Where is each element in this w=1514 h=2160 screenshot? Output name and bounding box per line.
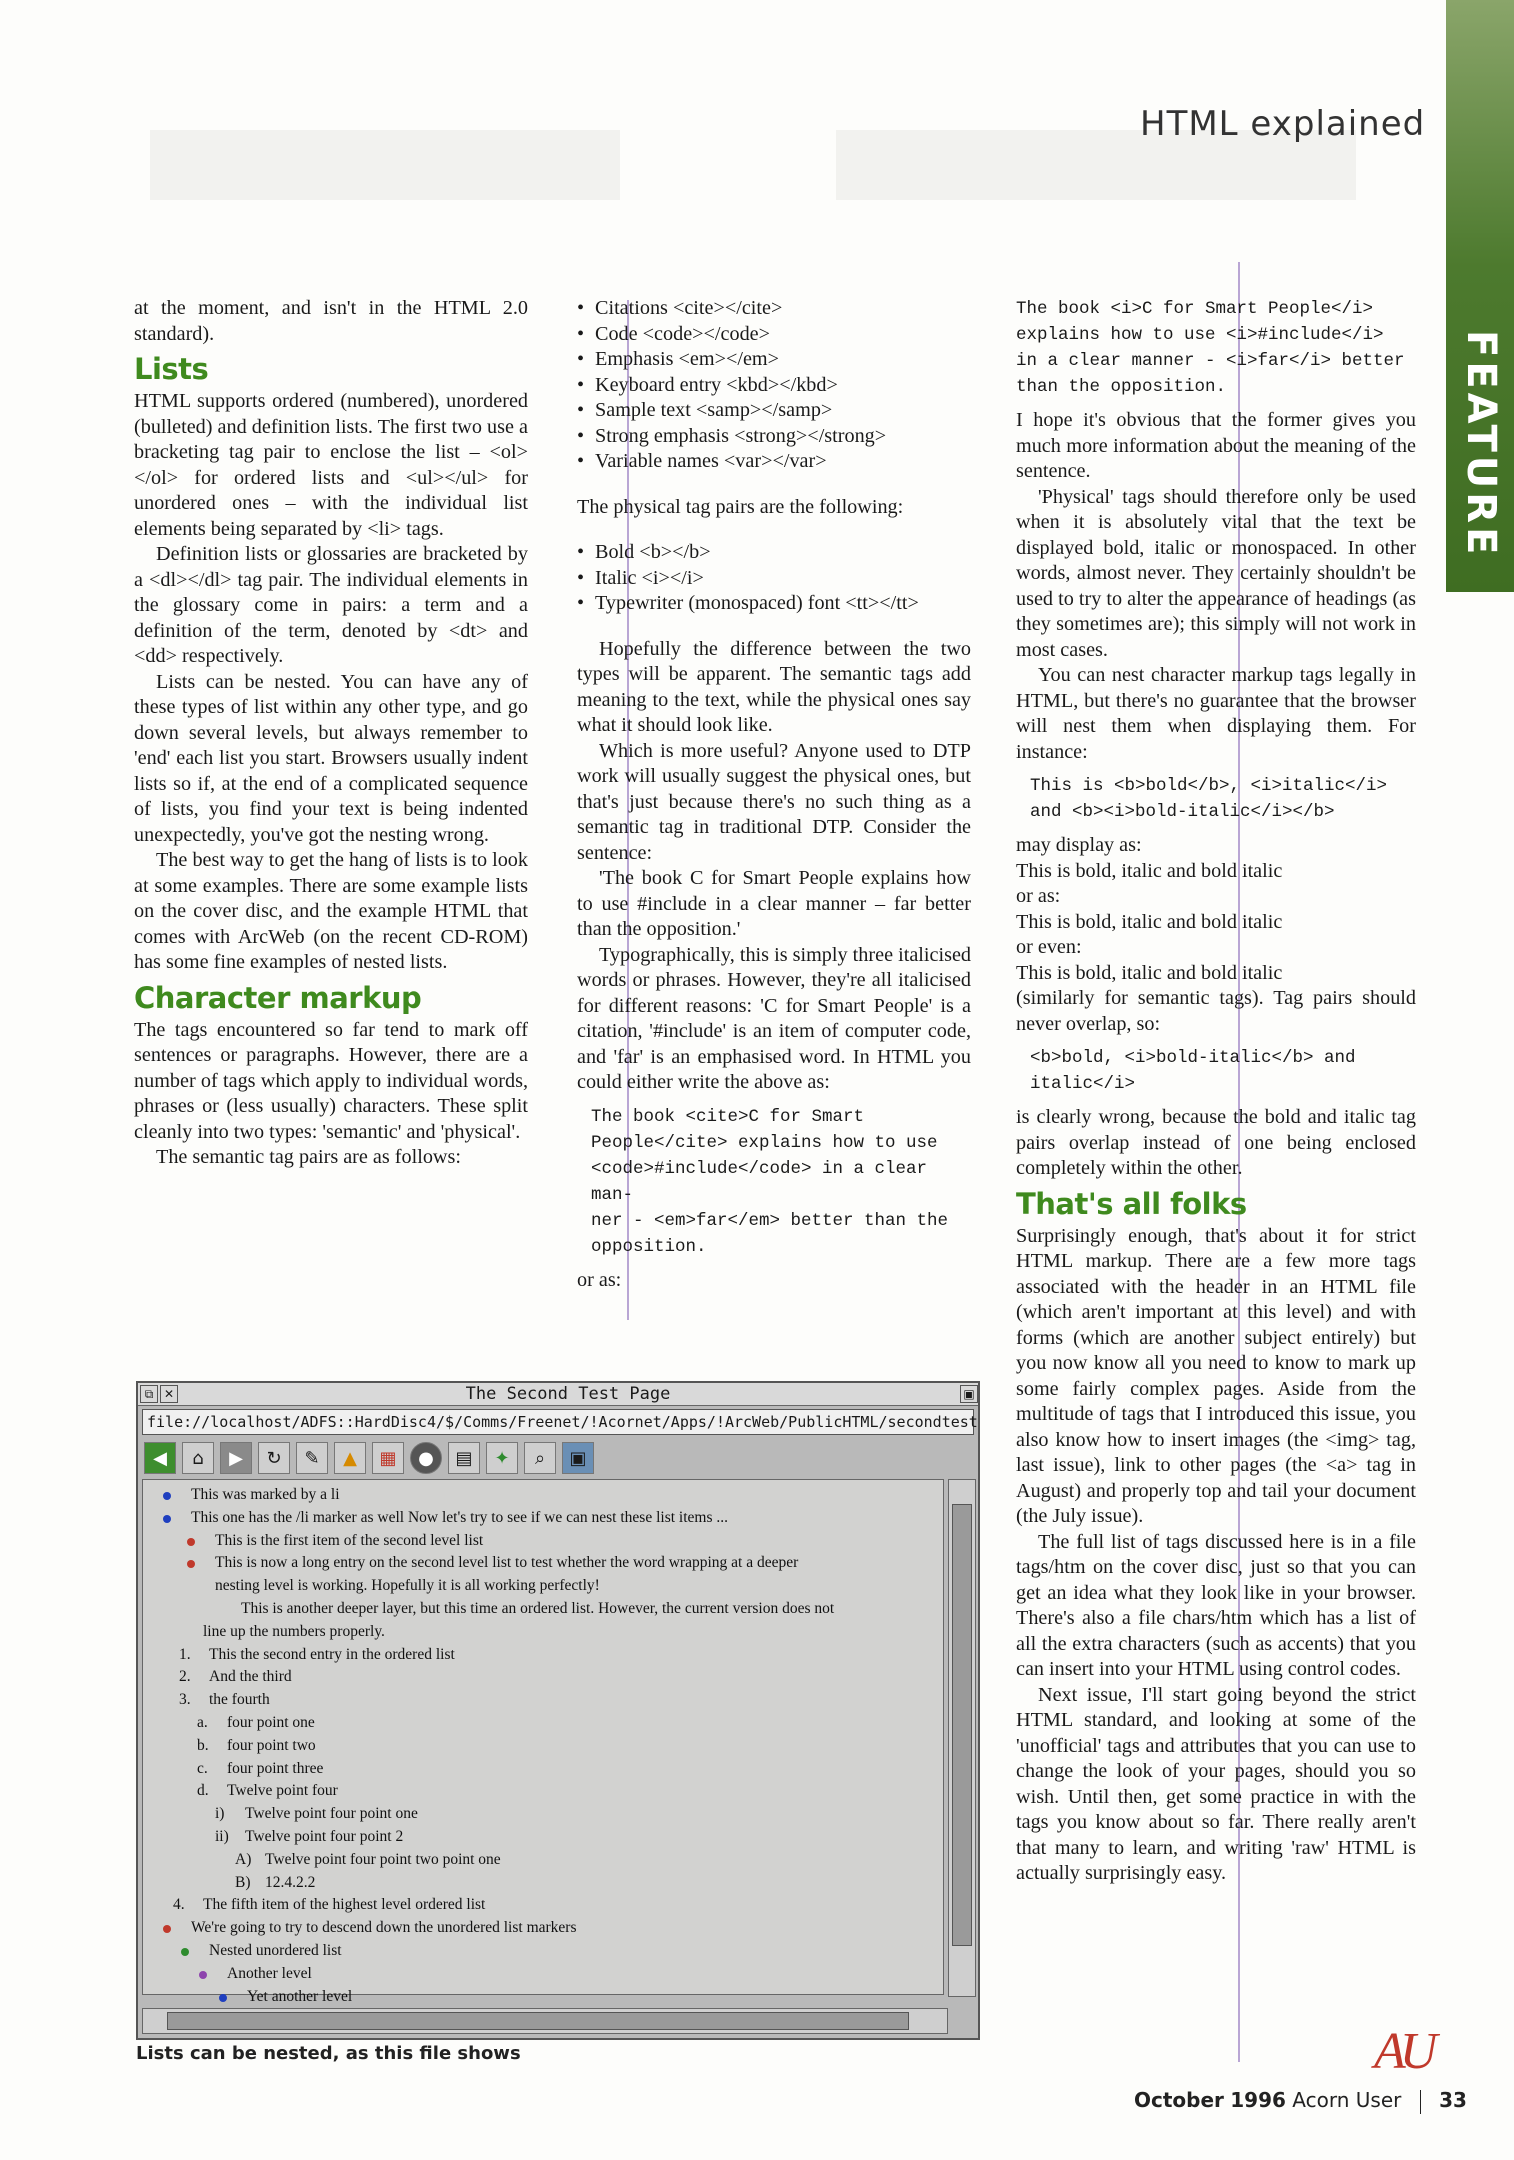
image-icon[interactable]: ▣ bbox=[562, 1442, 594, 1474]
horizontal-scrollbar[interactable] bbox=[142, 2008, 948, 2034]
globe-icon[interactable]: ● bbox=[410, 1442, 442, 1474]
rendered-list-line bbox=[143, 1986, 943, 2009]
list-marker: 1. bbox=[179, 1645, 191, 1663]
list-marker: i) bbox=[215, 1805, 225, 1823]
list-bullet-icon bbox=[163, 1492, 171, 1500]
list-item: • Italic <i></i> bbox=[577, 566, 971, 592]
rendered-list-line bbox=[143, 1780, 943, 1803]
rendered-list-line bbox=[143, 1826, 943, 1849]
list-text: Another level bbox=[227, 1964, 312, 1982]
list-bullet-icon bbox=[187, 1560, 195, 1568]
list-text: four point one bbox=[227, 1713, 315, 1731]
paragraph: Typographically, this is simply three italicised words or phrases. However, they're all italicised for different reasons: 'C for Smart People' is a citation, '#include' is an item of computer code, and 'far' is an emphasised word. In HTML you could either write the above as: bbox=[577, 943, 971, 1093]
list-text: Twelve point four point two point one bbox=[265, 1850, 501, 1868]
rendered-list-line bbox=[143, 1872, 943, 1895]
acorn-user-logo: AU bbox=[1374, 2023, 1432, 2080]
footer-magazine: Acorn User bbox=[1292, 2088, 1402, 2112]
rendered-list-line bbox=[143, 1598, 943, 1621]
list-text: This is now a long entry on the second level list to test whether the word wrapping at a deeper bbox=[215, 1554, 799, 1572]
rendered-list-line bbox=[143, 1963, 943, 1986]
paragraph: Surprisingly enough, that's about it for strict HTML markup. There are a few more tags associated with the header in an HTML file (which aren't important at this level) and with forms (which are another subject entirely) but you now know all you need to know to mark up some fairly complex pages. Aside from the multitude of tags that I introduced this issue, you also know how to insert images (the <img> tag, last issue), link to other pages (the <a> tag in August) and properly top and tail your document (the July issue). bbox=[1016, 1224, 1416, 1527]
column-1 bbox=[134, 296, 528, 1171]
running-header: HTML explained bbox=[1140, 104, 1426, 144]
list-item: • Keyboard entry <kbd></kbd> bbox=[577, 373, 971, 399]
physical-tag-list bbox=[577, 540, 971, 617]
page-footer bbox=[1134, 2088, 1467, 2114]
rendered-list-line bbox=[143, 1552, 943, 1575]
example-line: This is bold, italic and bold italic bbox=[1016, 961, 1283, 984]
list-marker: 4. bbox=[173, 1896, 185, 1914]
rendered-list-line bbox=[143, 1917, 943, 1940]
paragraph: The best way to get the hang of lists is to look at some examples. There are some example lists on the cover disc, and the example HTML that comes with ArcWeb (on the recent CD-ROM) has some fine examples of nested lists. bbox=[134, 849, 528, 973]
paragraph: The full list of tags discussed here is in a file tags/htm on the cover disc, just so that you can get an idea what they look like in your browser. There's also a file chars/htm which has a list of all the extra characters (such as accents) that you can insert into your HTML using control codes. bbox=[1016, 1530, 1416, 1680]
rendered-list-line bbox=[143, 1758, 943, 1781]
code-example: The book <i>C for Smart People</i> explains how to use <i>#include</i> in a clear manner - <i>far</i> better than the opposition. bbox=[1016, 299, 1405, 397]
list-text: Twelve point four bbox=[227, 1782, 338, 1800]
paragraph: is clearly wrong, because the bold and italic tag pairs overlap instead of one being enclosed completely within the other. bbox=[1016, 1106, 1416, 1179]
list-marker: c. bbox=[197, 1759, 208, 1777]
rendered-list-line bbox=[143, 1666, 943, 1689]
toggle-size-button[interactable]: ▣ bbox=[960, 1385, 978, 1403]
list-text: line up the numbers properly. bbox=[203, 1622, 385, 1640]
show-through-block bbox=[150, 130, 620, 200]
list-text: This the second entry in the ordered list bbox=[209, 1645, 455, 1663]
rendered-list-line bbox=[143, 1689, 943, 1712]
list-item: • Variable names <var></var> bbox=[577, 449, 971, 475]
paragraph: Which is more useful? Anyone used to DTP work will usually suggest the physical ones, but that's just because there's no such thing as a semantic tag in traditional DTP. Consider the sentence: bbox=[577, 739, 971, 864]
rendered-list-line bbox=[143, 1484, 943, 1507]
list-item: • Bold <b></b> bbox=[577, 540, 971, 566]
paragraph: or even: bbox=[1016, 936, 1082, 958]
section-tab bbox=[1446, 0, 1514, 592]
home-icon[interactable]: ⌂ bbox=[182, 1442, 214, 1474]
paragraph: Lists can be nested. You can have any of these types of list within any other type, and go down several levels, but always remember to 'end' each list you start. Browsers usually indent lists so if, at the end of a complicated sequence of lists, you find your text is being indented unexpectedly, you've got the nesting wrong. bbox=[134, 670, 528, 846]
list-marker: b. bbox=[197, 1736, 209, 1754]
list-bullet-icon bbox=[199, 1971, 207, 1979]
vertical-scrollbar[interactable] bbox=[948, 1479, 976, 1997]
close-window-button[interactable]: ✕ bbox=[160, 1385, 178, 1403]
bookmark-icon[interactable]: ✦ bbox=[486, 1442, 518, 1474]
heading-character-markup: Character markup bbox=[134, 980, 422, 1015]
list-text: And the third bbox=[209, 1668, 292, 1686]
list-marker: 2. bbox=[179, 1668, 191, 1686]
window-title: The Second Test Page bbox=[465, 1384, 671, 1404]
list-item: • Citations <cite></cite> bbox=[577, 296, 971, 322]
heading-thats-all-folks: That's all folks bbox=[1016, 1186, 1247, 1221]
url-field[interactable]: file://localhost/ADFS::HardDisc4/$/Comms/Freenet/!Acornet/Apps/!ArcWeb/PublicHTML/secondtest bbox=[142, 1409, 974, 1435]
paragraph: or as: bbox=[1016, 885, 1061, 907]
paragraph: 'Physical' tags should therefore only be used when it is absolutely vital that the text be displayed bold, italic or monospaced. In other words, almost never. They certainly shouldn't be used to try to alter the appearance of headings (as they sometimes are); this simply will not work in most cases. bbox=[1016, 485, 1416, 661]
paragraph: The tags encountered so far tend to mark off sentences or paragraphs. However, there are a number of tags which apply to individual words, phrases or (less usually) characters. These split cleanly into two types: 'semantic' and 'physical'. bbox=[134, 1018, 528, 1143]
footer-year: 1996 bbox=[1230, 2088, 1286, 2112]
pyramid-icon[interactable]: ▲ bbox=[334, 1442, 366, 1474]
figure-caption: Lists can be nested, as this file shows bbox=[136, 2043, 521, 2064]
search-icon[interactable]: ⌕ bbox=[524, 1442, 556, 1474]
footer-month: October bbox=[1134, 2088, 1224, 2112]
back-arrow-icon[interactable]: ◀ bbox=[144, 1442, 176, 1474]
list-text: Twelve point four point one bbox=[245, 1805, 418, 1823]
page-content bbox=[142, 1479, 944, 2005]
paragraph: or as: bbox=[577, 1268, 622, 1291]
rendered-list-line bbox=[143, 1575, 943, 1598]
paragraph: at the moment, and isn't in the HTML 2.0 standard). bbox=[134, 297, 528, 345]
paragraph: (similarly for semantic tags). Tag pairs should never overlap, so: bbox=[1016, 987, 1416, 1035]
paragraph: 'The book C for Smart People explains how to use #include in a clear manner – far better than the opposition.' bbox=[577, 867, 971, 940]
list-marker: A) bbox=[235, 1850, 252, 1868]
list-item: • Sample text <samp></samp> bbox=[577, 398, 971, 424]
list-marker: ii) bbox=[215, 1827, 229, 1845]
heading-lists: Lists bbox=[134, 352, 209, 386]
scrollbar-thumb[interactable] bbox=[167, 2012, 909, 2030]
browser-screenshot bbox=[136, 1381, 980, 2040]
list-text: the fourth bbox=[209, 1691, 270, 1709]
list-text: Yet another level bbox=[247, 1987, 353, 2005]
list-text: This was marked by a li bbox=[191, 1486, 340, 1503]
browser-toolbar bbox=[138, 1438, 978, 1478]
list-text: four point two bbox=[227, 1736, 316, 1754]
section-tab-label: FEATURE bbox=[1458, 330, 1504, 559]
list-text: The fifth item of the highest level ordered list bbox=[203, 1896, 486, 1914]
paragraph: Definition lists or glossaries are bracketed by a <dl></dl> tag pair. The individual elements in the glossary come in pairs: a term and a definition of the term, denoted by <dt> and <dd> respectively. bbox=[134, 543, 528, 667]
rendered-list-line bbox=[143, 1940, 943, 1963]
list-item: • Typewriter (monospaced) font <tt></tt> bbox=[577, 591, 971, 617]
list-bullet-icon bbox=[187, 1538, 195, 1546]
rendered-list-line bbox=[143, 1894, 943, 1917]
rendered-list-line bbox=[143, 1712, 943, 1735]
list-text: 12.4.2.2 bbox=[265, 1873, 316, 1891]
list-text: This one has the /li marker as well Now let's try to see if we can nest these list items ... bbox=[191, 1508, 728, 1526]
rendered-list-line bbox=[143, 1644, 943, 1667]
example-line: This is bold, italic and bold italic bbox=[1016, 910, 1283, 933]
list-marker: a. bbox=[197, 1713, 208, 1731]
print-icon[interactable]: ▤ bbox=[448, 1442, 480, 1474]
list-text: This is another deeper layer, but this time an ordered list. However, the current version does not bbox=[241, 1599, 835, 1617]
paragraph: Hopefully the difference between the two types will be apparent. The semantic tags add meaning to the text, while the physical ones say what it should look like. bbox=[577, 637, 971, 736]
list-bullet-icon bbox=[163, 1515, 171, 1523]
paragraph: may display as: bbox=[1016, 834, 1142, 856]
list-item: • Code <code></code> bbox=[577, 322, 971, 348]
paragraph: The physical tag pairs are the following: bbox=[577, 495, 904, 518]
rendered-list-line bbox=[143, 1735, 943, 1758]
list-bullet-icon bbox=[181, 1948, 189, 1956]
list-text: Twelve point four point 2 bbox=[245, 1827, 404, 1845]
rendered-list-line bbox=[143, 1530, 943, 1553]
list-marker: 3. bbox=[179, 1691, 191, 1709]
rendered-list-line bbox=[143, 1621, 943, 1644]
rendered-list-line bbox=[143, 1507, 943, 1530]
column-3 bbox=[1016, 296, 1416, 1887]
hotlist-icon[interactable]: ▦ bbox=[372, 1442, 404, 1474]
back-window-button[interactable]: ⧉ bbox=[140, 1385, 158, 1403]
code-example: The book <cite>C for Smart People</cite> explains how to use <code>#include</code> in a clear man- ner - <em>far</em> better than the opposition. bbox=[591, 1106, 949, 1257]
rendered-list-line bbox=[143, 1849, 943, 1872]
scrollbar-thumb[interactable] bbox=[952, 1504, 972, 1946]
column-2 bbox=[577, 296, 971, 1293]
list-text: Nested unordered list bbox=[209, 1941, 342, 1959]
list-bullet-icon bbox=[163, 1925, 171, 1933]
paragraph: I hope it's obvious that the former gives you much more information about the meaning of the sentence. bbox=[1016, 409, 1416, 482]
code-example: This is <b>bold</b>, <i>italic</i> and <b><i>bold-italic</i></b> bbox=[1030, 776, 1388, 822]
list-marker: B) bbox=[235, 1873, 251, 1891]
forward-arrow-icon[interactable]: ▶ bbox=[220, 1442, 252, 1474]
page-number: 33 bbox=[1439, 2088, 1467, 2112]
list-text: four point three bbox=[227, 1759, 324, 1777]
list-bullet-icon bbox=[219, 1994, 227, 2002]
rendered-list-line bbox=[143, 1803, 943, 1826]
window-titlebar[interactable] bbox=[138, 1383, 978, 1406]
list-text: This is the first item of the second level list bbox=[215, 1531, 484, 1549]
paragraph: Next issue, I'll start going beyond the strict HTML standard, and looking at some of the 'unofficial' tags and attributes that you can use to change the look of your pages, should you so wish. Until then, get some practice in with the tags you know about so far. There really aren't that many to learn, and writing 'raw' HTML is actually surprisingly easy. bbox=[1016, 1683, 1416, 1884]
list-text: nesting level is working. Hopefully it is all working perfectly! bbox=[215, 1577, 600, 1595]
list-item: • Strong emphasis <strong></strong> bbox=[577, 424, 971, 450]
semantic-tag-list bbox=[577, 296, 971, 475]
list-text: We're going to try to descend down the unordered list markers bbox=[191, 1919, 577, 1937]
paragraph: You can nest character markup tags legally in HTML, but there's no guarantee that the browser will nest them when displaying them. For instance: bbox=[1016, 664, 1416, 763]
paragraph: HTML supports ordered (numbered), unordered (bulleted) and definition lists. The first two use a bracketing tag pair to enclose the list – <ol></ol> for ordered lists and <ul></ul> for unordered ones – with the individual list elements being separated by <li> tags. bbox=[134, 390, 528, 540]
reload-icon[interactable]: ↻ bbox=[258, 1442, 290, 1474]
list-item: • Emphasis <em></em> bbox=[577, 347, 971, 373]
paragraph: The semantic tag pairs are as follows: bbox=[156, 1146, 461, 1168]
edit-icon[interactable]: ✎ bbox=[296, 1442, 328, 1474]
list-marker: d. bbox=[197, 1782, 209, 1800]
example-line: This is bold, italic and bold italic bbox=[1016, 859, 1283, 882]
code-example: <b>bold, <i>bold-italic</b> and italic</i> bbox=[1030, 1048, 1356, 1094]
